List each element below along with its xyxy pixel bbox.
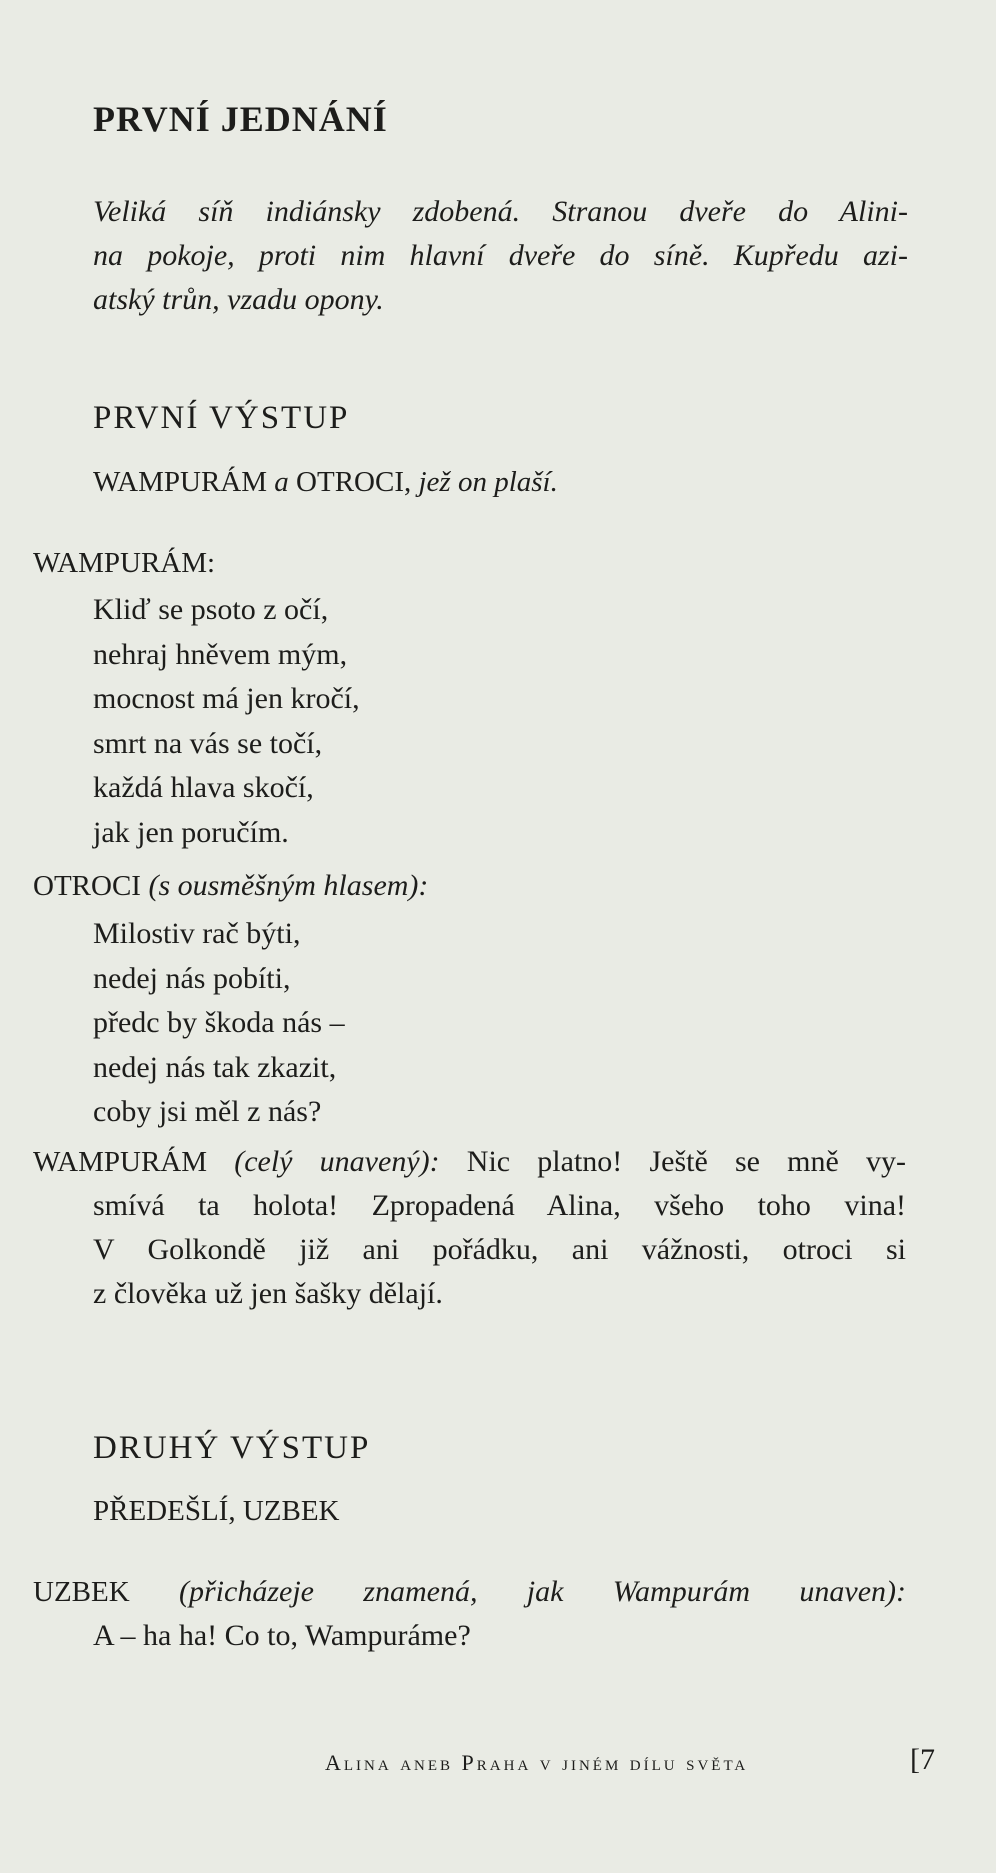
speaker-direction: (přicházeje znamená, jak Wampurám unaven): bbox=[129, 1575, 906, 1608]
characters-conjunction: a bbox=[274, 466, 289, 498]
characters-name: WAMPURÁM bbox=[93, 466, 275, 498]
scene-characters bbox=[93, 466, 558, 499]
speaker-line bbox=[33, 869, 428, 903]
stage-direction-line: Veliká síň indiánsky zdobená. Stranou dveře do Alini- bbox=[93, 195, 908, 228]
prose-line: V Golkondě již ani pořádku, ani vážnosti, otroci si bbox=[93, 1233, 906, 1266]
verse-line: Kliď se psoto z očí, bbox=[93, 593, 329, 626]
verse-line: nehraj hněvem mým, bbox=[93, 637, 348, 671]
speaker-direction: (s ousměšným hlasem): bbox=[140, 869, 429, 902]
verse-block bbox=[93, 588, 360, 855]
verse-line: Milostiv rač býti, bbox=[93, 917, 301, 950]
stage-direction-line: atský trůn, vzadu opony. bbox=[93, 283, 384, 316]
stage-direction-line: na pokoje, proti nim hlavní dveře do síně. Kupředu azi- bbox=[93, 239, 908, 272]
running-footer-title: Alina aneb Praha v jiném dílu světa bbox=[325, 1750, 749, 1775]
stage-direction bbox=[93, 190, 908, 322]
verse-line: smrt na vás se točí, bbox=[93, 726, 323, 760]
prose-line: A – ha ha! Co to, Wampuráme? bbox=[93, 1619, 471, 1652]
verse-line: coby jsi měl z nás? bbox=[93, 1095, 322, 1128]
speaker-label: WAMPURÁM: bbox=[33, 547, 216, 579]
scene-title: DRUHÝ VÝSTUP bbox=[93, 1430, 371, 1466]
speaker-label: OTROCI bbox=[33, 870, 141, 902]
verse-block bbox=[93, 912, 345, 1135]
speaker-label: WAMPURÁM bbox=[33, 1146, 208, 1178]
verse-line: předc by škoda nás – bbox=[93, 1006, 345, 1039]
prose-speech bbox=[33, 1140, 906, 1316]
characters-name: OTROCI, bbox=[288, 466, 412, 498]
verse-line: jak jen poručím. bbox=[93, 815, 289, 849]
verse-line: nedej nás tak zkazit, bbox=[93, 1050, 337, 1084]
verse-line: nedej nás pobíti, bbox=[93, 961, 291, 995]
prose-line bbox=[33, 1570, 906, 1614]
act-title: PRVNÍ JEDNÁNÍ bbox=[93, 99, 388, 139]
prose-line: smívá ta holota! Zpropadená Alina, všeho toho vina! bbox=[93, 1189, 906, 1222]
verse-line: každá hlava skočí, bbox=[93, 771, 314, 804]
speaker-direction: (celý unavený): bbox=[207, 1145, 440, 1178]
scene-characters: PŘEDEŠLÍ, UZBEK bbox=[93, 1495, 340, 1527]
prose-speech bbox=[33, 1570, 906, 1658]
page-number: [7 bbox=[910, 1743, 935, 1776]
speech-text: Nic platno! Ještě se mně vy- bbox=[439, 1145, 906, 1178]
prose-line bbox=[33, 1140, 906, 1184]
prose-line: z člověka už jen šašky dělají. bbox=[93, 1277, 443, 1310]
characters-note: jež on plaší. bbox=[411, 466, 558, 498]
scene-title: PRVNÍ VÝSTUP bbox=[93, 400, 350, 436]
verse-line: mocnost má jen kročí, bbox=[93, 682, 360, 715]
speaker-label: UZBEK bbox=[33, 1576, 130, 1608]
